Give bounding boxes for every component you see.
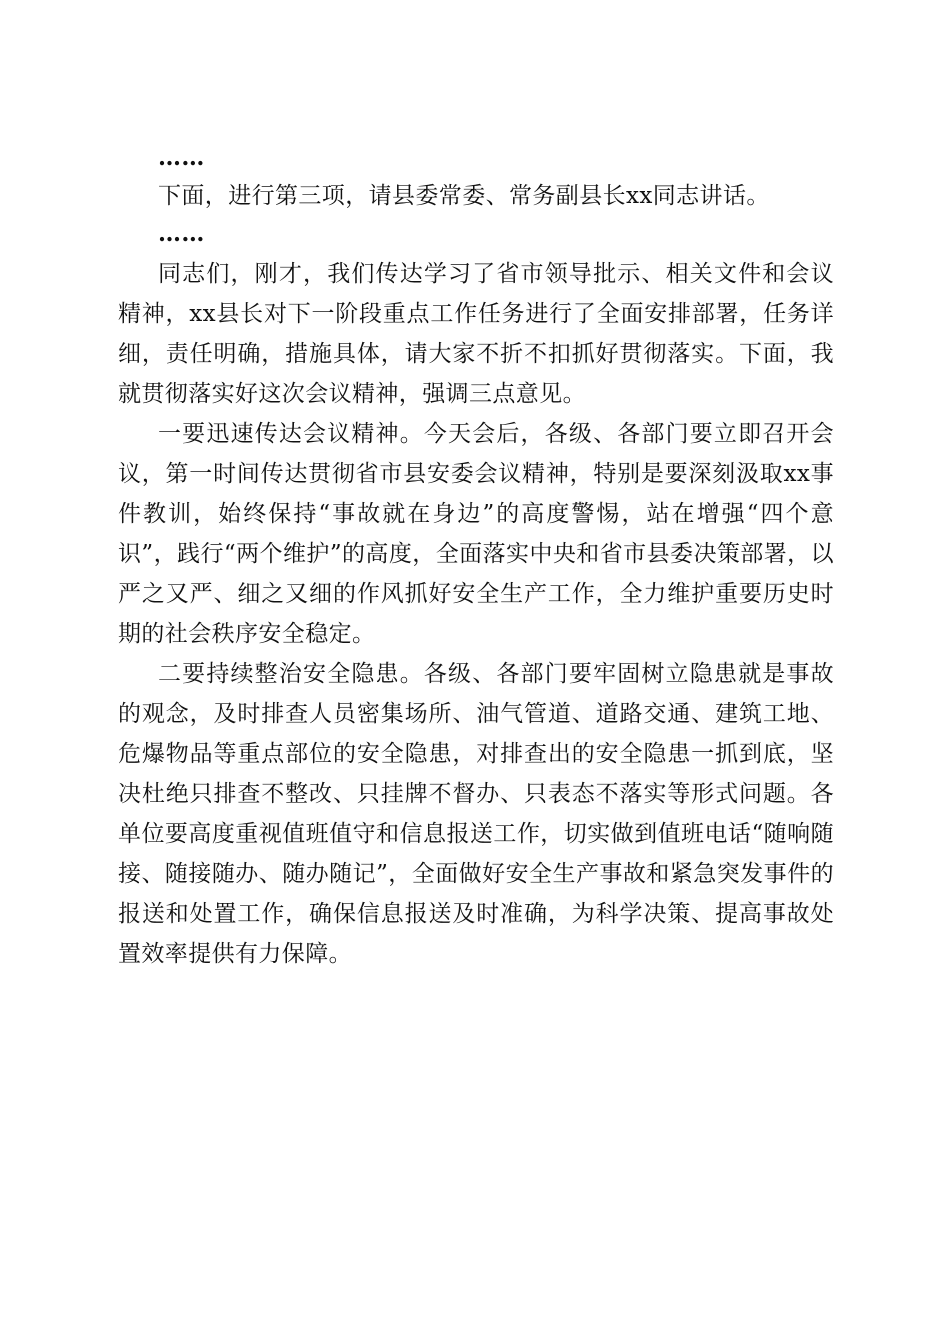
paragraph-point-two: 二要持续整治安全隐患。各级、各部门要牢固树立隐患就是事故的观念，及时排查人员密集场所、油气管道、道路交通、建筑工地、危爆物品等重点部位的安全隐患，对排查出的安全隐患一抓到底，坚决杜绝只排查不整改、只挂牌不督办、只表态不落实等形式问题。各单位要高度重视值班值守和信息报送工作，切实做到值班电话“随响随接、随接随办、随办随记”，全面做好安全生产事故和紧急突发事件的报送和处置工作，确保信息报送及时准确，为科学决策、提高事故处置效率提供有力保障。 xyxy=(118,661,834,967)
ellipsis-top: …… xyxy=(158,144,205,171)
paragraph-intro: 同志们，刚才，我们传达学习了省市领导批示、相关文件和会议精神，xx县长对下一阶段重点工作任务进行了全面安排部署，任务详细，责任明确，措施具体，请大家不折不扣抓好贯彻落实。下面，我就贯彻落实好这次会议精神，强调三点意见。 xyxy=(118,261,834,407)
ellipsis-middle: …… xyxy=(158,220,205,247)
document-body xyxy=(118,140,834,974)
agenda-item-three: 下面，进行第三项，请县委常委、常务副县长xx同志讲话。 xyxy=(158,183,770,209)
paragraph-point-one: 一要迅速传达会议精神。今天会后，各级、各部门要立即召开会议，第一时间传达贯彻省市县安委会议精神，特别是要深刻汲取xx事件教训，始终保持“事故就在身边”的高度警惕，站在增强“四个意识”，践行“两个维护”的高度，全面落实中央和省市县委决策部署，以严之又严、细之又细的作风抓好安全生产工作，全力维护重要历史时期的社会秩序安全稳定。 xyxy=(118,421,834,647)
